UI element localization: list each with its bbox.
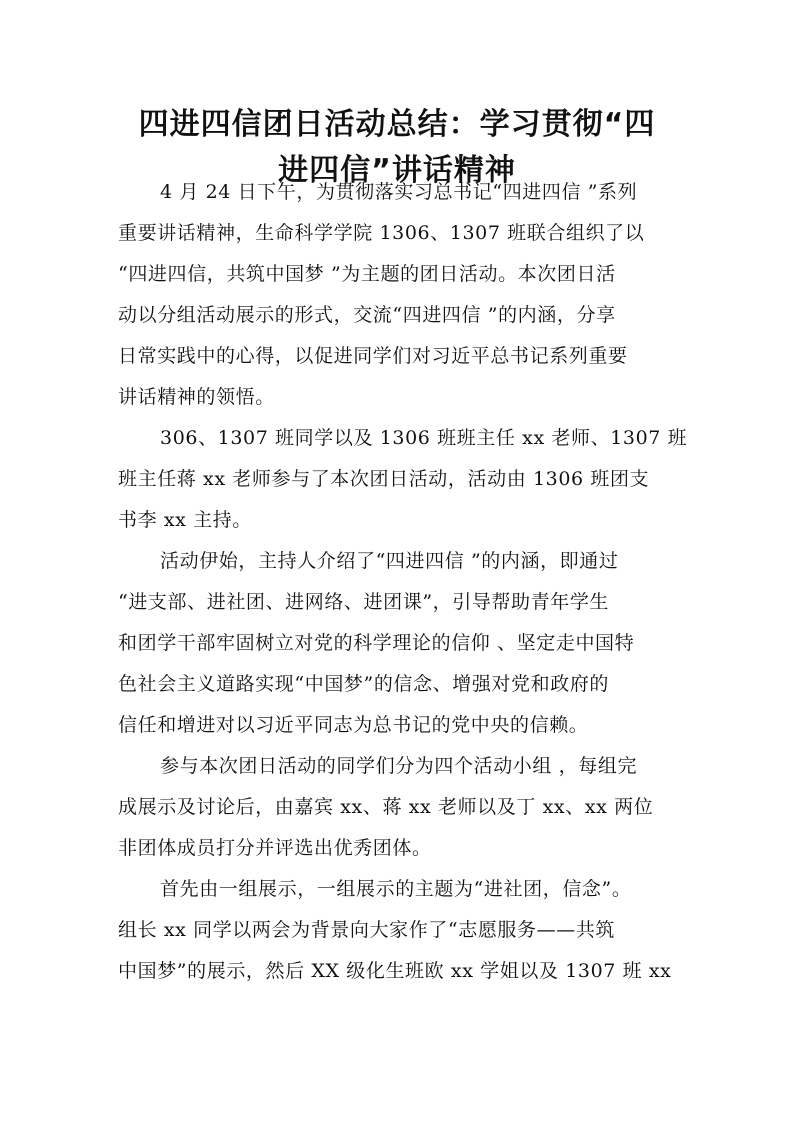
paragraph-2-line-1: 306、1307 班同学以及 1306 班班主任 xx 老师、1307 班: [160, 427, 688, 449]
paragraph-1-line-3: “四进四信，共筑中国梦 ”为主题的团日活动。本次团日活: [118, 263, 616, 285]
paragraph-3-line-5: 信任和增进对以习近平同志为总书记的党中央的信赖。: [118, 714, 589, 736]
document-body: [118, 172, 688, 992]
title-line-1: 四进四信团日活动总结：学习贯彻“四: [138, 107, 656, 142]
paragraph-1-line-5: 日常实践中的心得，以促进同学们对习近平总书记系列重要: [118, 345, 628, 367]
paragraph-1-line-6: 讲话精神的领悟。: [118, 386, 275, 408]
paragraph-3-line-2: “进支部、进社团、进网络、进团课”，引导帮助青年学生: [118, 591, 610, 613]
paragraph-2-line-2: 班主任蒋 xx 老师参与了本次团日活动，活动由 1306 班团支: [118, 468, 650, 490]
paragraph-5-line-2: 组长 xx 同学以两会为背景向大家作了“志愿服务——共筑: [118, 919, 616, 941]
paragraph-4-line-2: 成展示及讨论后，由嘉宾 xx、蒋 xx 老师以及丁 xx、xx 两位: [118, 796, 654, 818]
paragraph-3-line-3: 和团学干部牢固树立对党的科学理论的信仰 、坚定走中国特: [118, 632, 635, 654]
paragraph-1-line-2: 重要讲话精神，生命科学学院 1306、1307 班联合组织了以: [118, 222, 645, 244]
paragraph-4-line-1: 参与本次团日活动的同学们分为四个活动小组 ，每组完: [160, 755, 638, 777]
paragraph-5-line-3: 中国梦”的展示，然后 XX 级化生班欧 xx 学姐以及 1307 班 xx: [118, 960, 672, 982]
paragraph-5-line-1: 首先由一组展示，一组展示的主题为“进社团，信念”。: [160, 878, 632, 900]
paragraph-1-line-1: 4 月 24 日下午，为贯彻落实习总书记“四进四信 ”系列: [160, 181, 638, 203]
title-line-2: 进四信”讲话精神: [278, 153, 516, 188]
paragraph-4-line-3: 非团体成员打分并评选出优秀团体。: [118, 837, 432, 859]
paragraph-2-line-3: 书李 xx 主持。: [118, 509, 252, 531]
paragraph-3-line-4: 色社会主义道路实现“中国梦”的信念、增强对党和政府的: [118, 673, 610, 695]
paragraph-1-line-4: 动以分组活动展示的形式，交流“四进四信 ”的内涵，分享: [118, 304, 616, 326]
paragraph-3-line-1: 活动伊始，主持人介绍了“四进四信 ”的内涵，即通过: [160, 550, 619, 572]
